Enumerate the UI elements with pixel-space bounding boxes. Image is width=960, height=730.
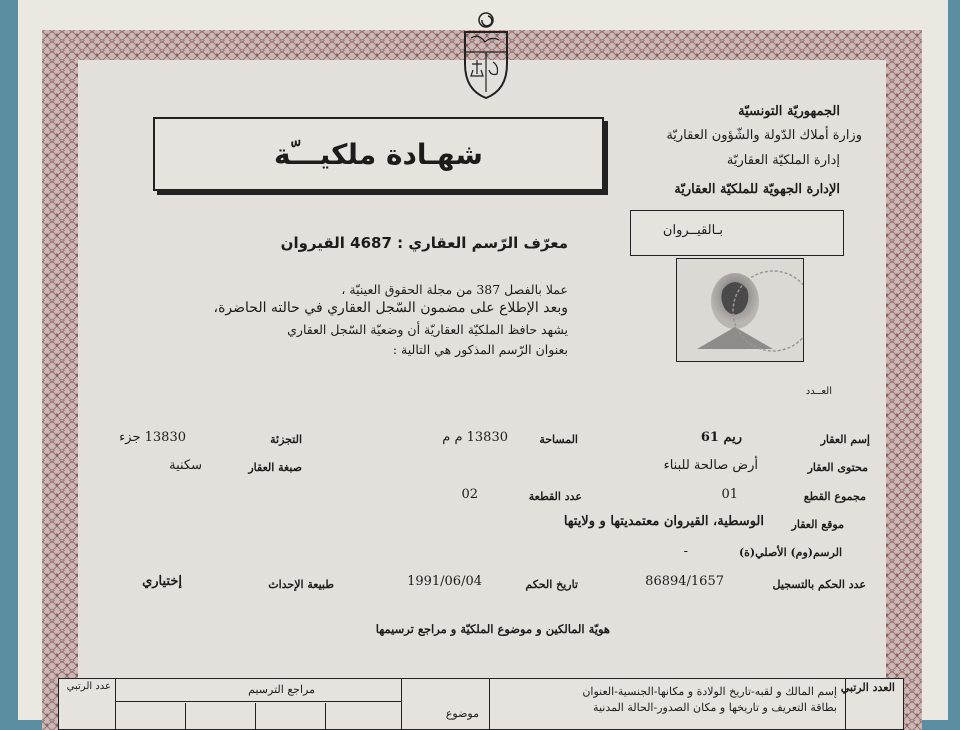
col-number-left-header: عدد الرتبي [66,681,111,692]
col-refs-header: مراجع الترسيم [248,683,315,696]
owners-section-heading: هويّة المالكين و موضوع الملكيّة و مراجع ترسيمها [375,622,610,636]
property-reference: معرّف الرّسم العقاري : 4687 القيروان [280,234,568,252]
nature-label: صبغة العقار [248,461,302,474]
legal-line-1: عملا بالفصل 387 من مجلة الحقوق العينيّة ، [341,282,568,297]
region-box [630,210,844,256]
property-name: ريم 61 [700,430,742,445]
region-name: بـالقيــروان [662,223,723,238]
col-owner-header: إسم المالك و لقبه-تاريخ الولادة و مكانها-الجنسية-العنوان [582,685,837,698]
judgment-date-label: تاريخ الحكم [525,578,578,591]
judgment-label: عدد الحكم بالتسجيل [772,578,866,591]
judgment-value: 86894/1657 [645,574,724,589]
org-ministry: وزارة أملاك الدّولة والشّؤون العقاريّة [666,128,862,143]
col-subject-header: موضوع [445,707,479,720]
content-value: أرض صالحة للبناء [663,458,758,473]
holographic-seal [676,258,804,362]
area-value: 13830 م م [442,430,508,445]
legal-line-3: يشهد حافظ الملكيّة العقاريّة أن وضعيّة السّجل العقاري [287,322,568,337]
location-label: موقع العقار [791,518,844,531]
shares-label: التجزئة [270,433,302,446]
org-administration: إدارة الملكيّة العقاريّة [726,153,840,168]
judgment-date-value: 1991/06/04 [407,574,482,589]
col-owner-header-2: بطاقة التعريف و تاريخها و مكان الصدور-الحالة المدنية [593,701,837,714]
content-label: محتوى العقار [807,461,868,474]
parcels-total-label: مجموع القطع [803,490,866,503]
legal-line-4: بعنوان الرّسم المذكور هي التالية : [392,342,568,357]
coat-of-arms-icon [455,8,517,100]
org-regional: الإدارة الجهويّة للملكيّة العقاريّة [674,182,840,197]
number-label: العــدد [805,386,832,397]
legal-line-2: وبعد الإطلاع على مضمون السّجل العقاري في حالته الحاضرة، [213,300,568,316]
parcels-total-value: 01 [721,487,738,502]
org-republic: الجمهوريّة التونسيّة [738,104,840,119]
parcel-number-label: عدد القطعة [528,490,582,503]
certificate-title: شهـادة ملكيـــّة [153,117,604,191]
original-titles-value: - [683,544,688,559]
property-name-label: إسم العقار [820,433,870,446]
seal-icon [677,259,803,361]
owners-table [58,678,904,730]
original-titles-label: الرسم(وم) الأصلي(ة) [738,546,842,559]
creation-label: طبيعة الإحداث [268,578,334,591]
shares-value: 13830 جزء [119,430,186,445]
location-value: الوسطية، القيروان معتمديتها و ولايتها [563,514,764,529]
creation-value: إختياري [142,574,182,589]
nature-value: سكنية [169,458,202,473]
area-label: المساحة [539,433,578,446]
col-number-header: العدد الرتبي [840,681,895,694]
parcel-number-value: 02 [461,487,478,502]
